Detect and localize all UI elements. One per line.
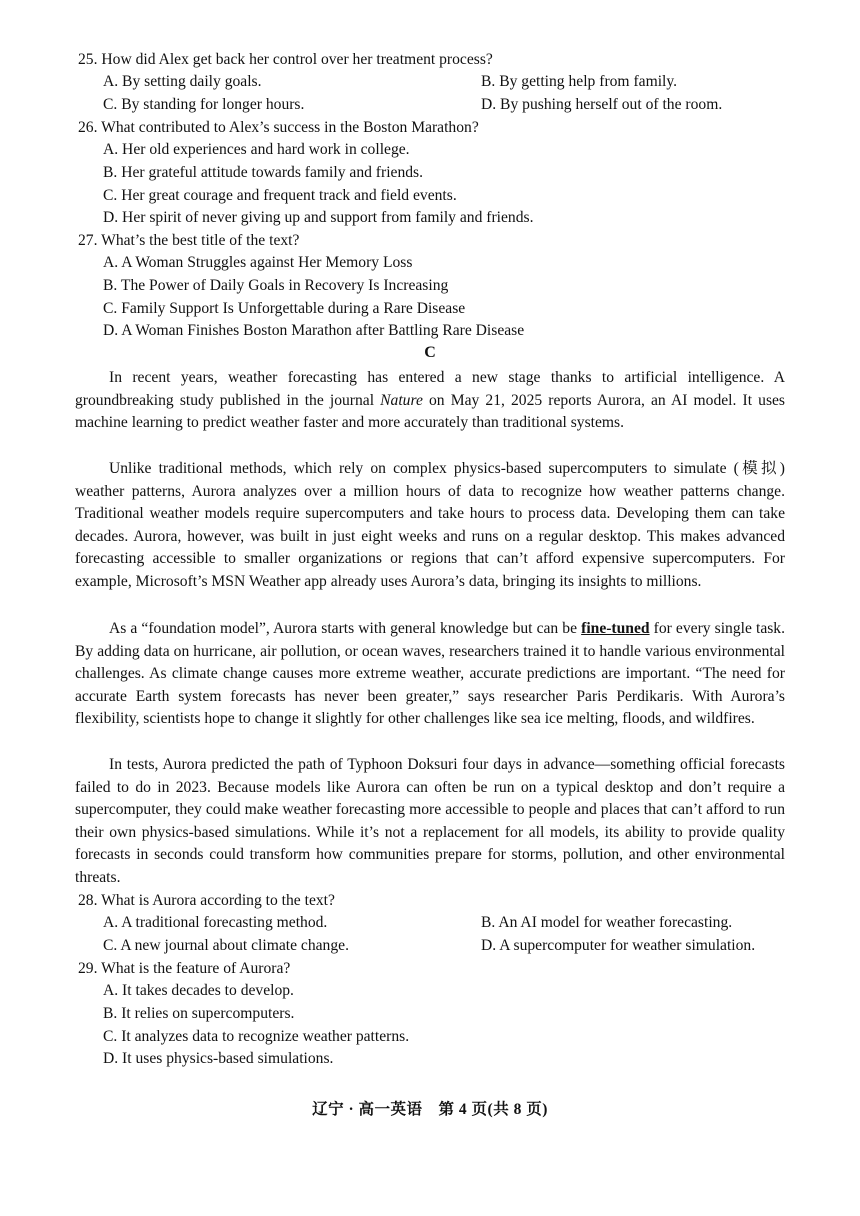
q29-stem: 29. What is the feature of Aurora? xyxy=(78,960,291,977)
q28-option-c: C. A new journal about climate change. xyxy=(103,937,349,954)
q29-option-d: D. It uses physics-based simulations. xyxy=(103,1050,334,1067)
passage-paragraph-3 xyxy=(75,618,785,731)
q28-option-b: B. An AI model for weather forecasting. xyxy=(481,914,733,931)
q25-option-c: C. By standing for longer hours. xyxy=(103,96,305,113)
q26-option-d: D. Her spirit of never giving up and support from family and friends. xyxy=(103,209,534,226)
passage-paragraph-4: In tests, Aurora predicted the path of Typhoon Doksuri four days in advance—something official forecasts failed to do in 2023. Because models like Aurora can often be run on a typical desktop and don’t require a supercomputer, they could make weather forecasting more accessible to people and places that can’t afford to run their own physics-based simulations. While it’s not a replacement for all models, its ability to provide quality forecasts in seconds could transform how communities prepare for storms, pollution, and other environmental threats. xyxy=(75,756,785,886)
q28-option-d: D. A supercomputer for weather simulation. xyxy=(481,937,756,954)
page-footer: 辽宁 · 高一英语 第 4 页(共 8 页) xyxy=(312,1101,548,1118)
q29-option-b: B. It relies on supercomputers. xyxy=(103,1005,295,1022)
passage-paragraph-2: Unlike traditional methods, which rely on complex physics-based supercomputers to simulate (模拟) weather patterns, Aurora analyzes over a million hours of data to recognize how weather patterns change. Traditional weather models require supercomputers and take hours to process data. Developing them can take decades. Aurora, however, was built in just eight weeks and runs on a regular desktop. This makes advanced forecasting accessible to smaller organizations or regions that can’t afford expensive supercomputers. For example, Microsoft’s MSN Weather app already uses Aurora’s data, bringing its insights to millions. xyxy=(75,460,785,590)
q28-option-a: A. A traditional forecasting method. xyxy=(103,914,328,931)
q27-option-c: C. Family Support Is Unforgettable during a Rare Disease xyxy=(103,300,466,317)
q27-stem: 27. What’s the best title of the text? xyxy=(78,232,300,249)
p3-text-a: As a “foundation model”, Aurora starts with general knowledge but can be xyxy=(109,620,582,637)
q25-stem: 25. How did Alex get back her control over her treatment process? xyxy=(78,51,493,68)
q26-option-c: C. Her great courage and frequent track and field events. xyxy=(103,187,457,204)
q29-option-c: C. It analyzes data to recognize weather patterns. xyxy=(103,1028,410,1045)
q26-option-a: A. Her old experiences and hard work in college. xyxy=(103,141,410,158)
q25-option-a: A. By setting daily goals. xyxy=(103,73,262,90)
q25-option-d: D. By pushing herself out of the room. xyxy=(481,96,723,113)
p3-text-b: for every single task. By adding data on hurricane, air pollution, or ocean waves, researchers trained it to handle various environmental challenges. As climate change causes more extreme weather, accurate predictions are important. “The need for accurate Earth system forecasts has never been greater,” says researcher Paris Perdikaris. With Aurora’s flexibility, scientists hope to change it slightly for other challenges like sea ice melting, floods, and wildfires. xyxy=(75,620,786,728)
q29-option-a: A. It takes decades to develop. xyxy=(103,982,294,999)
q27-option-b: B. The Power of Daily Goals in Recovery Is Increasing xyxy=(103,277,449,294)
q27-option-d: D. A Woman Finishes Boston Marathon after Battling Rare Disease xyxy=(103,322,525,339)
p1-text-a: In recent years, weather forecasting has entered a new stage thanks to artificial intelligence. A groundbreaking study published in the journal xyxy=(75,369,785,409)
q26-stem: 26. What contributed to Alex’s success in the Boston Marathon? xyxy=(78,119,479,136)
underlined-word: fine-tuned xyxy=(581,620,650,637)
q27-option-a: A. A Woman Struggles against Her Memory Loss xyxy=(103,254,413,271)
section-heading: C xyxy=(424,344,436,361)
p1-text-b: on May 21, 2025 reports Aurora, an AI model. It uses machine learning to predict weather faster and more accurately than traditional systems. xyxy=(75,391,785,432)
q26-option-b: B. Her grateful attitude towards family and friends. xyxy=(103,164,424,181)
q28-stem: 28. What is Aurora according to the text? xyxy=(78,892,335,909)
q25-option-b: B. By getting help from family. xyxy=(481,73,678,90)
journal-name: Nature xyxy=(380,391,423,409)
passage-paragraph-1 xyxy=(75,367,785,435)
